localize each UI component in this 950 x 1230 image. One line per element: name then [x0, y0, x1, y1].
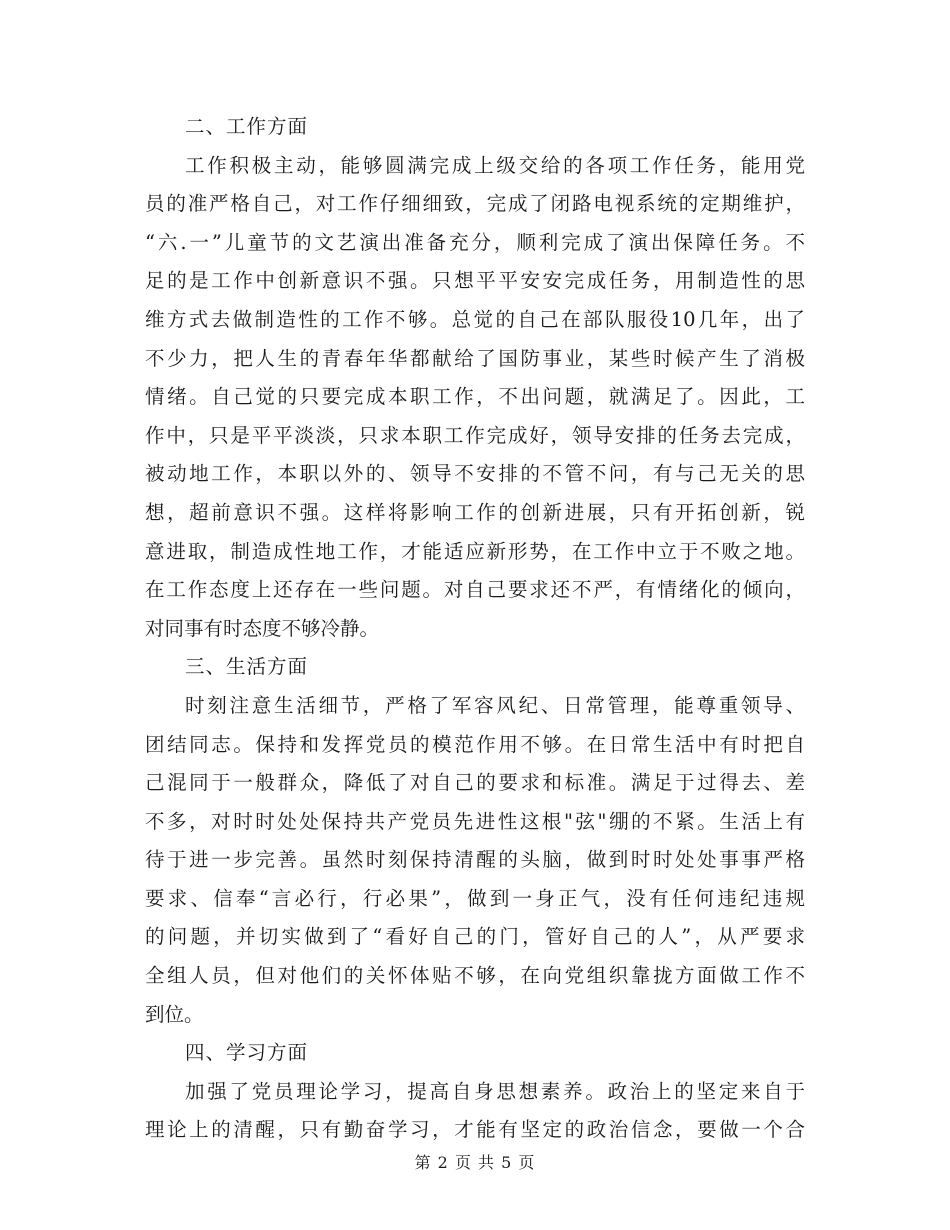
- paragraph-line: 足的是工作中创新意识不强。只想平平安安完成任务，用制造性的思: [145, 269, 805, 293]
- paragraph-line: 工作积极主动，能够圆满完成上级交给的各项工作任务，能用党: [185, 153, 805, 177]
- section-heading: 三、生活方面: [185, 655, 309, 679]
- paragraph-line: 到位。: [145, 1002, 204, 1026]
- paragraph-line: 被动地工作，本职以外的、领导不安排的不管不问，有与己无关的思: [145, 462, 805, 486]
- paragraph-line: 要求、信奉“言必行，行必果”，做到一身正气，没有任何违纪违规: [145, 886, 805, 910]
- document-body: [145, 108, 805, 1150]
- paragraph-line: 意进取，制造成性地工作，才能适应新形势，在工作中立于不败之地。: [145, 539, 805, 563]
- paragraph-line: 己混同于一般群众，降低了对自己的要求和标准。满足于过得去、差: [145, 771, 805, 795]
- paragraph-line: 加强了党员理论学习，提高自身思想素养。政治上的坚定来自于: [185, 1079, 805, 1103]
- paragraph-line: 员的准严格自己，对工作仔细细致，完成了闭路电视系统的定期维护，: [145, 192, 805, 216]
- paragraph-line: 待于进一步完善。虽然时刻保持清醒的头脑，做到时时处处事事严格: [145, 848, 805, 872]
- paragraph-line: 时刻注意生活细节，严格了军容风纪、日常管理，能尊重领导、: [185, 693, 805, 717]
- paragraph-line: 维方式去做制造性的工作不够。总觉的自己在部队服役10几年，出了: [145, 307, 805, 331]
- paragraph-line: 不少力，把人生的青春年华都献给了国防事业，某些时候产生了消极: [145, 346, 805, 370]
- paragraph-line: 理论上的清醒，只有勤奋学习，才能有坚定的政治信念，要做一个合: [145, 1118, 805, 1142]
- paragraph-line: 情绪。自己觉的只要完成本职工作，不出问题，就满足了。因此，工: [145, 385, 805, 409]
- section-heading: 二、工作方面: [185, 115, 309, 138]
- paragraph-line: 的问题，并切实做到了“看好自己的门，管好自己的人”，从严要求: [145, 925, 805, 949]
- paragraph-line: 对同事有时态度不够冷静。: [145, 616, 380, 640]
- paragraph-line: 不多，对时时处处保持共产党员先进性这根"弦"绷的不紧。生活上有: [145, 809, 805, 833]
- section-heading: 四、学习方面: [185, 1041, 309, 1065]
- paragraph-line: 想，超前意识不强。这样将影响工作的创新进展，只有开拓创新，锐: [145, 500, 805, 524]
- page-footer: 第 2 页 共 5 页: [414, 1153, 536, 1172]
- paragraph-line: 作中，只是平平淡淡，只求本职工作完成好，领导安排的任务去完成，: [145, 423, 805, 447]
- paragraph-line: 团结同志。保持和发挥党员的模范作用不够。在日常生活中有时把自: [145, 732, 805, 756]
- paragraph-line: 在工作态度上还存在一些问题。对自己要求还不严，有情绪化的倾向，: [145, 578, 805, 602]
- paragraph-line: 全组人员，但对他们的关怀体贴不够，在向党组织靠拢方面做工作不: [145, 964, 805, 988]
- paragraph-line: “六.一”儿童节的文艺演出准备充分，顺利完成了演出保障任务。不: [145, 230, 805, 254]
